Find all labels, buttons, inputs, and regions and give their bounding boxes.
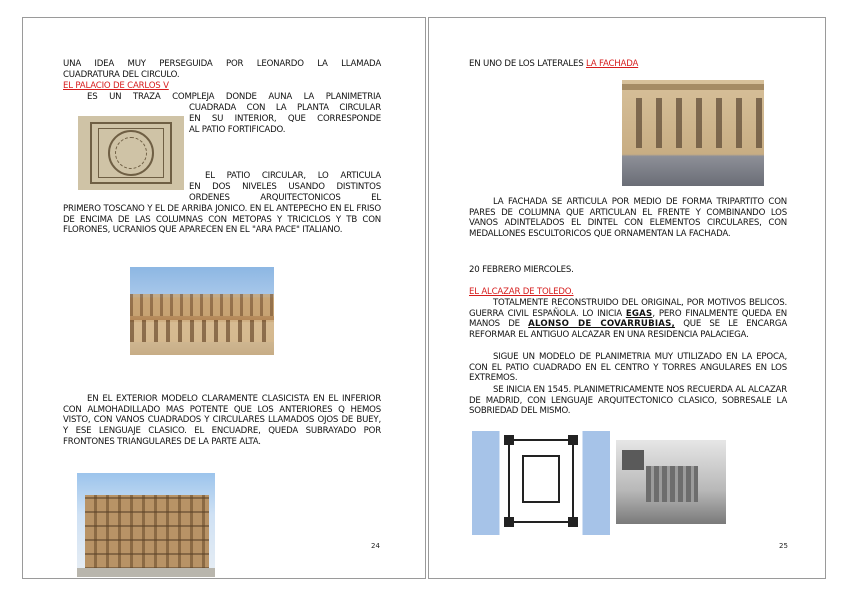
lead-text: EN UNO DE LOS LATERALES — [469, 59, 586, 69]
palacio-exterior-image — [77, 473, 215, 577]
date-line: 20 FEBRERO MIERCOLES. — [469, 265, 574, 275]
para2-rest: PRIMERO TOSCANO Y EL DE ARRIBA JONICO. EN EL ANTEPECHO EN EL FRISO DE ENCIMA DE LAS COLUMNAS CON METOPAS Y TRICICLOS Y TB CON FLORONES, UCRANIOS QUE APARECEN EN EL "ARA PACE" ITALIANO. — [63, 204, 381, 236]
para2-line-1: EL PATIO CIRCULAR, LO ARTICULA — [205, 171, 381, 181]
section-heading-alcazar: EL ALCAZAR DE TOLEDO. — [469, 287, 574, 297]
page-number-right: 25 — [779, 542, 788, 550]
para1-line-2: CUADRADA CON LA PLANTA CIRCULAR — [189, 103, 381, 113]
patio-courtyard-image — [130, 267, 274, 355]
right-page — [428, 17, 826, 579]
page-number-left: 24 — [371, 542, 380, 550]
intro-line-2: CUADRATURA DEL CIRCULO. — [63, 70, 180, 80]
alcazar-paragraph-1 — [469, 298, 787, 341]
para1-line-1: ES UN TRAZA COMPLEJA DONDE AUNA LA PLANIMETRIA — [87, 92, 381, 102]
alcazar-floor-plan-image — [472, 431, 610, 535]
fachada-paragraph: LA FACHADA SE ARTICULA POR MEDIO DE FORMA TRIPARTITO CON PARES DE COLUMNA QUE ARTICULAN EL FRENTE Y COMBINANDO LOS VANOS ADINTELADOS EL DINTEL CON ELEMENTOS CIRCULARES, CON MEDALLONES ESCULTORICOS QUE ORNAMENTAN LA FACHADA. — [469, 197, 787, 240]
name-egas: EGAS — [625, 308, 653, 319]
para3-exterior: EN EL EXTERIOR MODELO CLARAMENTE CLASICISTA EN EL INFERIOR CON ALMOHADILLADO MAS POTENTE QUE LOS ANTERIORES Q HEMOS VISTO, CON VANOS CUADRADOS Y CIRCULARES LLAMADOS OJOS DE BUEY, Y ESE LENGUAJE CLASICO. EL ENCUADRE, QUEDA SUBRAYADO POR FRONTONES TRIANGULARES DE LA PARTE ALTA. — [63, 394, 381, 447]
name-alonso: ALONSO DE COVARRUBIAS, — [528, 319, 675, 330]
palacio-floor-plan-image — [78, 116, 184, 190]
lead-link-fachada: LA FACHADA — [586, 59, 639, 69]
para1-line-3: EN SU INTERIOR, QUE CORRESPONDE — [189, 114, 381, 124]
fachada-image — [622, 80, 764, 186]
alcazar-photo-image — [616, 440, 726, 524]
para1-line-4: AL PATIO FORTIFICADO. — [189, 125, 286, 135]
para2-line-3: ORDENES ARQUITECTONICOS EL — [189, 193, 381, 203]
lead-line — [469, 59, 638, 70]
para2-line-2: EN DOS NIVELES USANDO DISTINTOS — [189, 182, 381, 192]
alcazar-p1-a: TOTALMENTE RECONSTRUIDO DEL ORIGINAL, POR MOTIVOS BELICOS. GUERRA CIVIL ESPAÑOLA. LO INICIA — [469, 298, 787, 319]
intro-line-1: UNA IDEA MUY PERSEGUIDA POR LEONARDO LA LLAMADA — [63, 59, 381, 69]
section-heading-palacio: EL PALACIO DE CARLOS V — [63, 81, 169, 91]
left-page — [22, 17, 426, 579]
alcazar-paragraph-3: SE INICIA EN 1545. PLANIMETRICAMENTE NOS RECUERDA AL ALCAZAR DE MADRID, CON LENGUAJE ARQUITECTONICO CLASICO, SOBRESALE LA SOBRIEDAD DEL MISMO. — [469, 385, 787, 417]
alcazar-p1-c: QUE SE LE ENCARGA REFORMAR EL ANTIGUO ALCAZAR EN UNA RESIDENCIA PALACIEGA. — [469, 319, 787, 341]
alcazar-p1-b: , PERO FINALMENTE QUEDA EN MANOS DE — [469, 308, 787, 330]
alcazar-paragraph-2: SIGUE UN MODELO DE PLANIMETRIA MUY UTILIZADO EN LA EPOCA, CON EL PATIO CUADRADO EN EL CENTRO Y TORRES ANGULARES EN LOS EXTREMOS. — [469, 352, 787, 384]
